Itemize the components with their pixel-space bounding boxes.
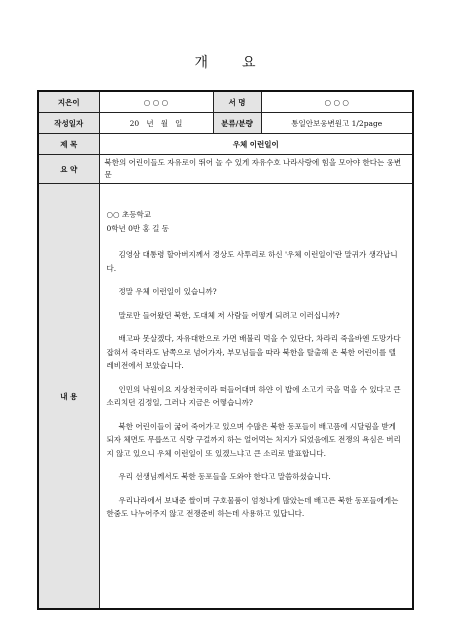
paragraph: 김영삼 대통령 할아버지께서 경상도 사투리로 하신 '우체 이런일이'란 말귀가 생각납니다. bbox=[106, 250, 398, 273]
content-body bbox=[99, 184, 413, 610]
paragraph: 우리나라에서 보내준 쌀이며 구호물품이 엄청나게 많았는데 배고픈 북한 동포들에게는 한줌도 나누어주지 않고 전쟁준비 하는데 사용하고 있답니다. bbox=[106, 495, 399, 518]
paragraph: 인민의 낙원이요 지상천국이라 떠들어대며 하얀 이 밥에 소고기 국을 먹을 수 있다고 큰소리치던 김정일, 그러나 지금은 어떻습니까? bbox=[106, 384, 401, 407]
subject-label: 제 목 bbox=[38, 134, 99, 155]
summary-value: 북한의 어린이들도 자유로이 뛰어 놀 수 있게 자유수호 나라사랑에 힘을 모아야 한다는 웅변문 bbox=[99, 155, 413, 184]
author-value: ○ ○ ○ bbox=[99, 91, 213, 113]
paragraph: 정말 우체 이런일이 있습니까? bbox=[118, 287, 217, 296]
page-title: 개요 bbox=[194, 55, 290, 71]
student-name: 0학년 0반 홍 길 동 bbox=[106, 223, 170, 233]
summary-label: 요 약 bbox=[38, 155, 99, 184]
date-value: 20 년 월 일 bbox=[99, 113, 213, 134]
paragraph: 북한 어린이들이 굶어 죽어가고 있으며 수많은 북한 동포들이 배고픔에 시달림을 받게되자 체면도 무릅쓰고 식량 구걸까지 하는 얼어먹는 처지가 되었음에도 전쟁의 욕심은 버리지 않고 있으니 우체 이런일이 또 있겠느냐고 큰 소리로 발표합니다. bbox=[106, 421, 401, 458]
paragraph: 우리 선생님께서도 북한 동포들을 도와야 한다고 말씀하셨습니다. bbox=[118, 472, 331, 481]
date-label: 작성일자 bbox=[38, 113, 99, 134]
school-name: ○○ 초등학교 bbox=[106, 210, 151, 219]
author-label: 지은이 bbox=[38, 91, 99, 113]
paragraph: 말로만 들어왔던 북한, 도대체 저 사람들 어떻게 되려고 이러십니까? bbox=[118, 310, 340, 320]
content-label: 내 용 bbox=[38, 184, 99, 610]
overview-form bbox=[37, 90, 414, 610]
category-value: 통일안보웅변원고 1/2page bbox=[261, 113, 413, 134]
category-label: 분류/분량 bbox=[213, 113, 261, 134]
reviewer-label: 서 명 bbox=[213, 91, 261, 113]
subject-value: 우체 이런일이 bbox=[99, 134, 413, 155]
paragraph: 배고파 못살겠다, 자유대한으로 가면 배불리 먹을 수 있단다, 차라리 죽을바엔 도망가다 잡혀서 죽더라도 남쪽으로 넘어가자, 부모님들을 따라 북한을 탈출해 온 북한 어린이를 텔레비전에서 보았습니다. bbox=[106, 334, 401, 370]
reviewer-value: ○ ○ ○ bbox=[261, 91, 413, 113]
